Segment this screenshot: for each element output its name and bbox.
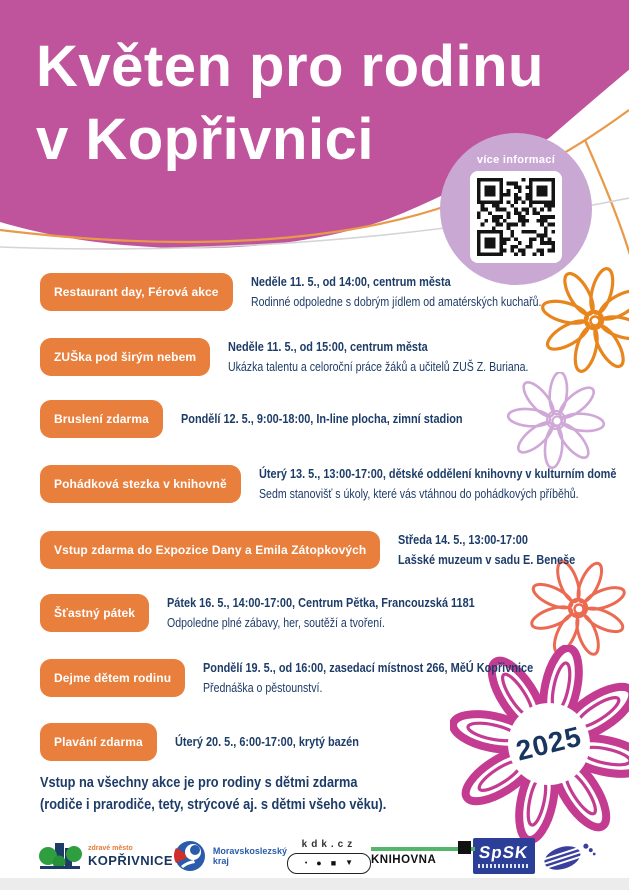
partner-logos [38, 832, 598, 880]
footer-note-line-2: (rodiče i prarodiče, tety, strýcové aj. s dětmi všeho věku). [40, 796, 387, 813]
dot-icon: • [304, 859, 308, 867]
knihovna-logo [371, 841, 473, 871]
lilac-flower-icon [505, 372, 615, 472]
event-label-badge: ZUŠka pod širým nebem [40, 338, 210, 376]
footer-note-line-1: Vstup na všechny akce je pro rodiny s dětmi zdarma [40, 774, 358, 791]
event-when: Pondělí 19. 5., od 16:00, zasedací místnost 266, MěÚ Kopřivnice [203, 660, 534, 675]
kraj-name-line-1: Moravskoslezský [212, 846, 287, 856]
koprivnice-name: KOPŘIVNICE [88, 853, 173, 868]
event-details [398, 530, 575, 570]
qr-info-circle [440, 133, 592, 285]
kraj-emblem-icon [173, 839, 207, 873]
knihovna-square-icon [458, 841, 471, 854]
circle-icon: ● [316, 857, 322, 868]
event-row [40, 723, 394, 761]
event-desc: Ukázka talentu a celoroční práce žáků a učitelů ZUŠ Z. Buriana. [228, 360, 529, 374]
kdk-symbols-box [287, 853, 371, 874]
kraj-name-line-2: kraj [212, 856, 229, 866]
event-when: Středa 14. 5., 13:00-17:00 [398, 532, 529, 547]
koprivnice-tagline: zdravé město [88, 845, 133, 852]
event-desc: Přednáška o pěstounství. [203, 681, 323, 695]
qr-label: více informací [476, 154, 556, 166]
event-when: Neděle 11. 5., od 15:00, centrum města [228, 339, 428, 354]
event-label-badge: Šťastný pátek [40, 594, 149, 632]
title-line-1: Květen pro rodinu [36, 34, 544, 99]
event-details [259, 464, 616, 504]
event-desc: Rodinné odpoledne s dobrým jídlem od amatérských kuchařů. [250, 295, 542, 309]
event-details [228, 337, 528, 377]
spsk-name: SpSK [478, 843, 531, 862]
event-label-badge: Pohádková stezka v knihovně [40, 465, 241, 503]
event-row [40, 400, 516, 438]
event-where: Lašské muzeum v sadu E. Beneše [398, 552, 576, 567]
event-when: Neděle 11. 5., od 14:00, centrum města [250, 274, 451, 289]
event-when: Úterý 20. 5., 6:00-17:00, krytý bazén [174, 734, 359, 749]
swoosh-logo [535, 836, 598, 876]
event-label-badge: Restaurant day, Férová akce [40, 273, 233, 311]
koprivnice-logo [38, 837, 173, 875]
event-row [40, 337, 586, 377]
square-icon: ■ [330, 857, 337, 868]
event-when: Pátek 16. 5., 14:00-17:00, Centrum Pětka, Francouzská 1181 [167, 595, 475, 610]
knihovna-name: KNIHOVNA [370, 854, 437, 866]
event-row [40, 272, 596, 312]
event-details [203, 658, 533, 698]
event-details [167, 593, 475, 633]
event-details [251, 272, 541, 312]
event-desc: Sedm stanovišť s úkoly, které vás vtáhnou do pohádkových příběhů. [258, 487, 579, 501]
event-label-badge: Dejme dětem rodinu [40, 659, 185, 697]
moravskoslezsky-kraj-logo [173, 839, 287, 873]
event-label-badge: Plavání zdarma [40, 723, 157, 761]
footer-note [40, 772, 386, 816]
event-when: Úterý 13. 5., 13:00-17:00, dětské oddělení knihovny v kulturním domě [258, 466, 617, 481]
triangle-icon: ▼ [345, 858, 354, 867]
event-when: Pondělí 12. 5., 9:00-18:00, In-line plocha, zimní stadion [180, 411, 463, 426]
event-label-badge: Vstup zdarma do Expozice Dany a Emila Zátopkových [40, 531, 380, 569]
page-bottom-strip [0, 878, 629, 890]
event-row [40, 530, 609, 570]
spsk-logo [473, 838, 536, 874]
event-details [175, 732, 359, 752]
event-row [40, 464, 629, 504]
year-badge: 2025 [512, 720, 585, 767]
event-desc: Odpoledne plné zábavy, her, soutěží a tvoření. [167, 616, 386, 630]
event-row [40, 658, 596, 698]
event-details [181, 409, 463, 429]
koprivnice-trees-icon [38, 837, 82, 875]
kdk-url: kdk.cz [301, 838, 357, 850]
kdk-logo [287, 839, 371, 874]
spsk-caption-strip [478, 864, 530, 868]
event-label-badge: Bruslení zdarma [40, 400, 163, 438]
title-line-2: v Kopřivnici [36, 107, 374, 172]
qr-code [470, 171, 562, 263]
event-row [40, 593, 533, 633]
